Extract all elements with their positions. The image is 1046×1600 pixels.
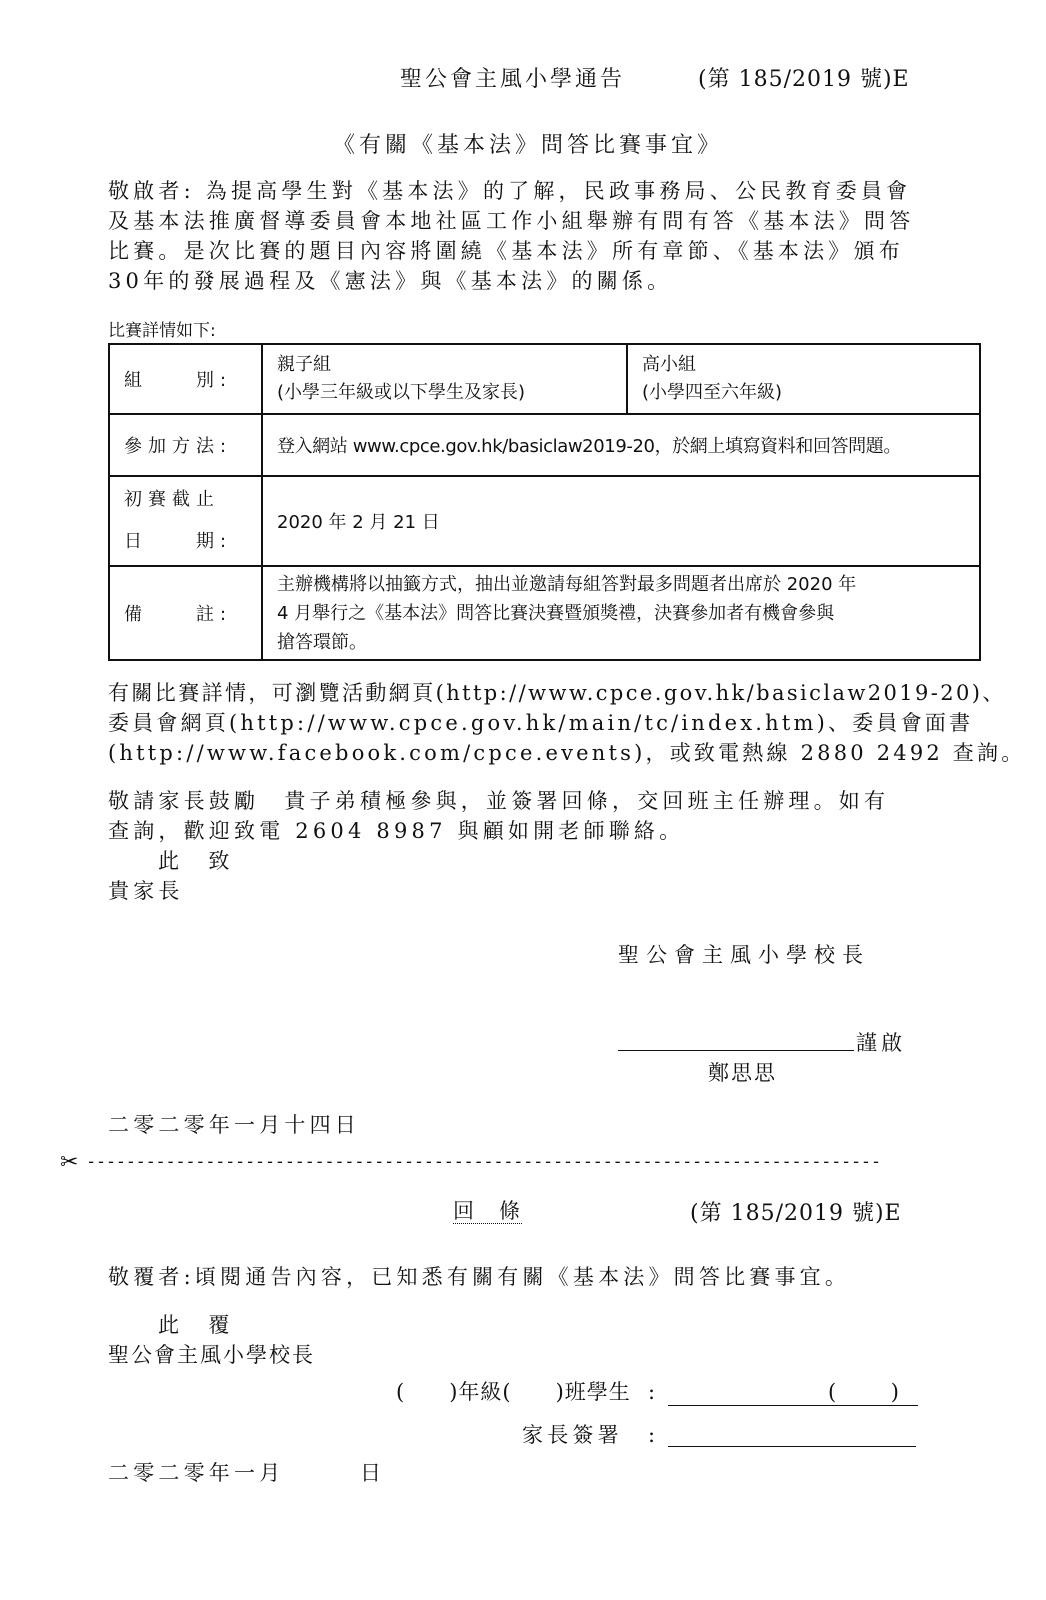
group-b-cell: [627, 344, 980, 414]
principal-name: 鄭思思: [708, 1061, 777, 1085]
method-label: 參加方法:: [109, 414, 262, 476]
info-line-3: (http://www.facebook.com/cpce.events)，或致電熱線 2880 2492 查詢。: [108, 741, 1026, 765]
principal-title: 聖公會主風小學校長: [618, 943, 870, 967]
group-a-name: 親子組: [277, 354, 331, 375]
student-name-field[interactable]: [668, 1377, 918, 1406]
reply-number: (第 185/2019 號)E: [690, 1201, 902, 1226]
notice-title: 聖公會主風小學通告: [400, 67, 626, 92]
remarks-line-3: 搶答環節。: [277, 631, 367, 653]
group-a-cell: [262, 344, 627, 414]
notice-subject: 《有關《基本法》問答比賽事宜》: [333, 133, 724, 158]
table-row-group: [109, 344, 980, 414]
ci-zhi: 此 致: [158, 849, 234, 873]
table-row-deadline: [109, 476, 980, 566]
reply-recipient: 聖公會主風小學校長: [108, 1343, 315, 1367]
group-b-name: 高小組: [642, 354, 696, 375]
notice-date: 二零二零年一月十四日: [108, 1113, 360, 1137]
jin-qi: 謹啟: [856, 1031, 907, 1055]
intro-line-1: 敬啟者: 為提高學生對《基本法》的了解，民政事務局、公民教育委員會: [108, 179, 912, 203]
details-table: [108, 343, 981, 661]
details-caption: 比賽詳情如下:: [108, 321, 216, 341]
group-label: 組 別:: [109, 344, 262, 414]
group-a-desc: (小學三年級或以下學生及家長): [277, 382, 526, 403]
parent-label: 家長簽署: [522, 1423, 623, 1447]
deadline-label-2: 日 期:: [124, 531, 233, 552]
parent-colon: :: [648, 1423, 660, 1447]
deadline-label-1: 初賽截止: [124, 489, 220, 510]
notice-number: (第 185/2019 號)E: [698, 67, 910, 92]
reply-title-text: 回 條: [453, 1199, 522, 1223]
class-number-parens: ( ): [828, 1380, 904, 1404]
intro-line-4: 30年的發展過程及《憲法》與《基本法》的關係。: [108, 269, 673, 293]
reply-statement: 敬覆者:頃閱通告內容，已知悉有關有關《基本法》問答比賽事宜。: [108, 1265, 851, 1289]
scissors-icon: ✂: [60, 1150, 79, 1175]
deadline-label-cell: [109, 476, 262, 566]
intro-line-2: 及基本法推廣督導委員會本地社區工作小組舉辦有問有答《基本法》問答: [108, 209, 915, 233]
deadline-value: 2020 年 2 月 21 日: [262, 476, 980, 566]
remarks-line-2: 4 月舉行之《基本法》問答比賽決賽暨頒獎禮，決賽參加者有機會參與: [277, 602, 835, 624]
info-line-2: 委員會網頁(http://www.cpce.gov.hk/main/tc/index.htm)、委員會面書: [108, 711, 974, 735]
student-label: ( )年級( )班學生: [396, 1380, 631, 1404]
reply-title: [453, 1196, 522, 1226]
cut-dash-line: --------------------------------------------------------------------------------: [86, 1152, 881, 1172]
group-b-desc: (小學四至六年級): [642, 382, 783, 403]
recipient: 貴家長: [108, 879, 184, 903]
remarks-cell: [262, 566, 980, 660]
ci-fu: 此 覆: [158, 1313, 234, 1337]
info-line-1: 有關比賽詳情，可瀏覽活動網頁(http://www.cpce.gov.hk/basiclaw2019-20)、: [108, 681, 1006, 705]
table-row-method: [109, 414, 980, 476]
encourage-line-2: 查詢，歡迎致電 2604 8987 與顧如開老師聯絡。: [108, 819, 685, 843]
remarks-line-1: 主辦機構將以抽籤方式，抽出並邀請每組答對最多問題者出席於 2020 年: [277, 573, 857, 595]
table-row-remarks: [109, 566, 980, 660]
reply-date: 二零二零年一月 日: [108, 1461, 386, 1485]
remarks-label: 備 註:: [109, 566, 262, 660]
parent-signature-field[interactable]: [668, 1420, 916, 1447]
intro-line-3: 比賽。是次比賽的題目內容將圍繞《基本法》所有章節、《基本法》頒布: [108, 239, 904, 263]
student-colon: :: [648, 1380, 660, 1404]
method-value: 登入網站 www.cpce.gov.hk/basiclaw2019-20，於網上填寫資料和回答問題。: [262, 414, 980, 476]
encourage-line-1: 敬請家長鼓勵 貴子弟積極參與，並簽署回條，交回班主任辦理。如有: [108, 789, 890, 813]
signature-line: [618, 1050, 854, 1051]
